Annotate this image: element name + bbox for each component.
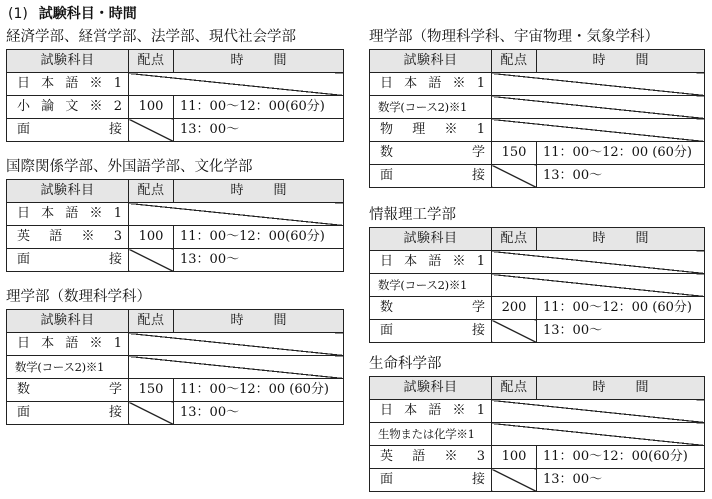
header-points: 配点 [129,180,174,203]
subject-cell: 日本語※1 [7,203,129,226]
subject-cell: 数学 [370,297,492,320]
header-subject: 試験科目 [370,50,492,73]
table-row [7,119,344,142]
section-heading: 経済学部、経営学部、法学部、現代社会学部 [6,29,296,45]
slash-cell [129,249,174,272]
subject-cell: 面接 [370,165,492,188]
subject-cell: 日本語※1 [7,73,129,96]
subject-cell: 数学(コース2)※1 [7,356,129,379]
slash-cell [129,402,174,425]
header-subject: 試験科目 [7,180,129,203]
table-header-row [370,377,705,400]
time-cell: 13：00～ [174,402,344,425]
slash-cell [492,400,705,423]
table-row [7,96,344,119]
header-points: 配点 [129,310,174,333]
time-cell: 13：00～ [174,249,344,272]
table-row [7,379,344,402]
table-row [7,402,344,425]
time-cell: 11：00～12：00 (60分) [537,297,705,320]
table-row [370,469,705,492]
table-header-row [7,310,344,333]
document-title [8,3,137,23]
section-heading: 国際関係学部、外国語学部、文化学部 [6,159,253,175]
section-intl-relations [6,158,344,272]
slash-cell [492,119,705,142]
header-subject: 試験科目 [7,50,129,73]
section-heading: 理学部（物理科学科、宇宙物理・気象学科） [369,29,659,45]
slash-cell [492,274,705,297]
header-time: 時間 [174,50,344,73]
header-time: 時間 [174,310,344,333]
table-row [370,96,705,119]
slash-cell [492,469,537,492]
section-science-math [6,288,344,425]
time-cell: 11：00～12：00(60分) [174,96,344,119]
header-time: 時間 [537,228,705,251]
exam-table [6,309,344,425]
time-cell: 13：00～ [537,165,705,188]
points-cell: 100 [129,96,174,119]
slash-cell [129,333,344,356]
exam-table [6,179,344,272]
header-time: 時間 [537,377,705,400]
table-row [370,274,705,297]
header-points: 配点 [492,228,537,251]
table-row [370,142,705,165]
subject-cell: 日本語※1 [370,73,492,96]
table-header-row [370,228,705,251]
exam-table [369,227,705,343]
time-cell: 13：00～ [174,119,344,142]
subject-cell: 英語※3 [370,446,492,469]
slash-cell [492,251,705,274]
subject-cell: 数学(コース2)※1 [370,96,492,119]
time-cell: 11：00～12：00(60分) [537,446,705,469]
slash-cell [492,320,537,343]
table-row [7,333,344,356]
slash-cell [129,356,344,379]
time-cell: 11：00～12：00 (60分) [174,379,344,402]
points-cell: 200 [492,297,537,320]
slash-cell [129,119,174,142]
time-cell: 13：00～ [537,320,705,343]
header-time: 時間 [174,180,344,203]
subject-cell: 面接 [7,402,129,425]
exam-table [369,49,705,188]
subject-cell: 物理※1 [370,119,492,142]
subject-cell: 生物または化学※1 [370,423,492,446]
header-time: 時間 [537,50,705,73]
subject-cell: 数学(コース2)※1 [370,274,492,297]
table-row [370,400,705,423]
table-row [370,297,705,320]
slash-cell [492,423,705,446]
table-row [370,73,705,96]
time-cell: 11：00～12：00(60分) [174,226,344,249]
table-row [7,356,344,379]
table-row [370,251,705,274]
section-science-physics [369,28,705,188]
slash-cell [492,96,705,119]
subject-cell: 数学 [7,379,129,402]
header-points: 配点 [129,50,174,73]
points-cell: 150 [129,379,174,402]
subject-cell: 日本語※1 [7,333,129,356]
table-header-row [370,50,705,73]
table-row [7,226,344,249]
table-row [370,119,705,142]
points-cell: 100 [129,226,174,249]
section-heading: 生命科学部 [369,356,442,372]
subject-cell: 数学 [370,142,492,165]
slash-cell [129,203,344,226]
header-points: 配点 [492,50,537,73]
slash-cell [129,73,344,96]
subject-cell: 面接 [370,320,492,343]
slash-cell [492,165,537,188]
header-subject: 試験科目 [7,310,129,333]
time-cell: 13：00～ [537,469,705,492]
exam-table [6,49,344,142]
section-heading: 理学部（数理科学科） [6,289,151,305]
table-row [7,203,344,226]
title-number: (1) [8,6,28,22]
subject-cell: 小論文※2 [7,96,129,119]
header-subject: 試験科目 [370,228,492,251]
exam-table [369,376,705,492]
subject-cell: 面接 [7,119,129,142]
slash-cell [492,73,705,96]
section-info-engineering [369,206,705,343]
section-economics [6,28,344,142]
section-life-science [369,355,705,492]
table-header-row [7,180,344,203]
table-row [7,249,344,272]
points-cell: 100 [492,446,537,469]
subject-cell: 日本語※1 [370,400,492,423]
table-row [370,446,705,469]
header-subject: 試験科目 [370,377,492,400]
subject-cell: 面接 [370,469,492,492]
section-heading: 情報理工学部 [369,207,456,223]
subject-cell: 面接 [7,249,129,272]
points-cell: 150 [492,142,537,165]
subject-cell: 英語※3 [7,226,129,249]
table-row [370,165,705,188]
title-text: 試験科目・時間 [38,6,137,22]
table-row [7,73,344,96]
table-header-row [7,50,344,73]
table-row [370,320,705,343]
header-points: 配点 [492,377,537,400]
subject-cell: 日本語※1 [370,251,492,274]
table-row [370,423,705,446]
time-cell: 11：00～12：00 (60分) [537,142,705,165]
